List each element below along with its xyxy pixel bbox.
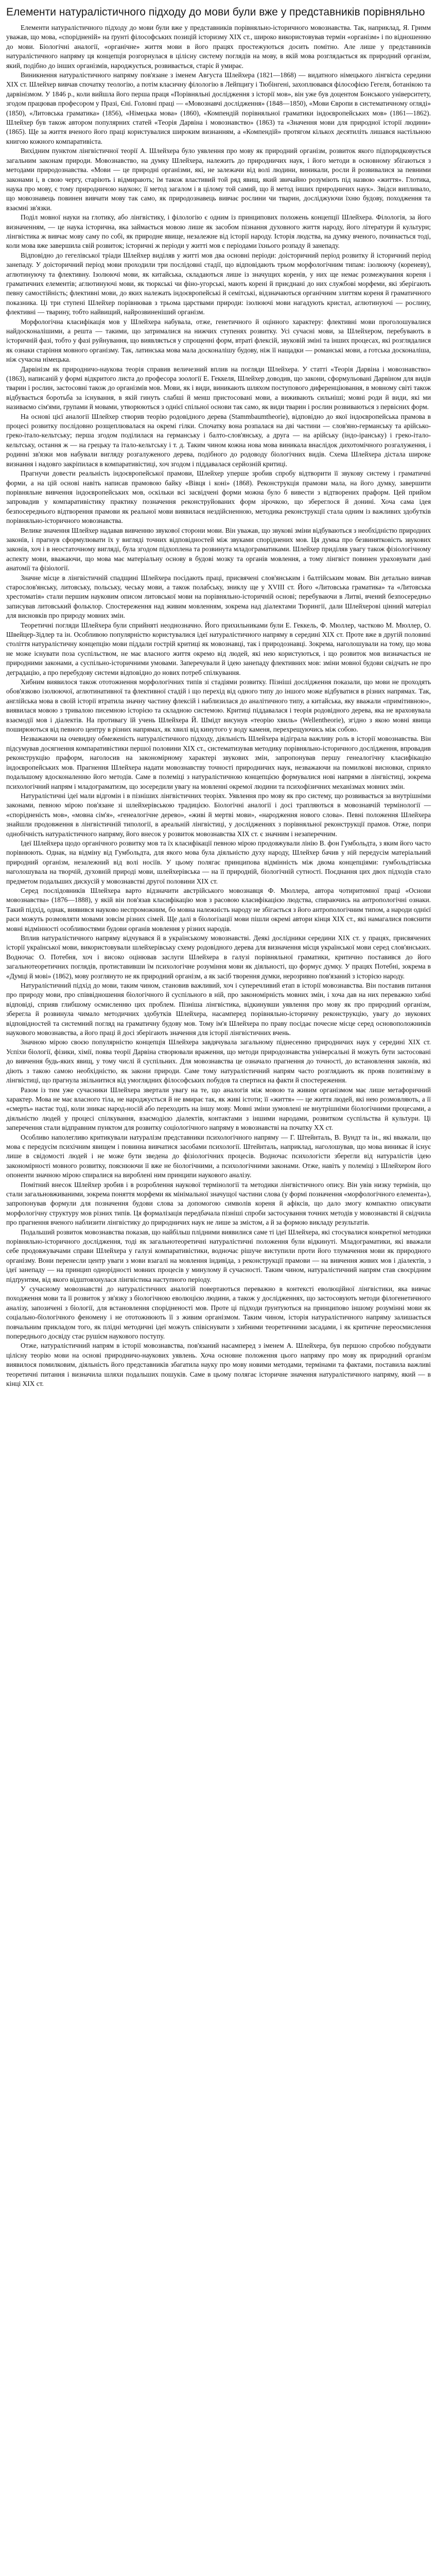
paragraph: Значне місце в лінгвістичній спадщині Шлейхера посідають праці, присвячені слов'янським і балтійським мовам. Він детально вивчав старослов'янську, литовську, польську, чеську мови, а також полабську, зниклу ще у XVIII ст. Його «Литовська граматика» та «Литовська хрестоматія» стали першим науковим описом литовської мови на порівняльно-історичній основі; перебуваючи в Литві, вчений безпосередньо записував литовський фольклор. Спостереження над живим мовленням, зокрема над діалектами Тюрингії, дали Шлейхерові цінний матеріал для висновків про природу мовних змін.: [6, 573, 431, 620]
paragraph: Виникнення натуралістичного напряму пов'язане з іменем Августа Шлейхера (1821—1868) — видатного німецького лінгвіста середини XIX ст. Шлейхер вивчав спочатку теологію, а потім класичну філологію в Лейпцигу і Тюбінгені, захоплювався філософією Гегеля, ботанікою та дарвінізмом. У 1846 р., коли вийшла його перша праця «Порівняльні дослідження з історії мов», він уже був доцентом Бонського університету, згодом працював професором у Празі, Єні. Головні праці — «Мовознавчі дослідження» (1848—1850), «Мови Європи в систематичному огляді» (1850), «Литовська граматика» (1856), «Німецька мова» (1860), «Компендій порівняльної граматики індоєвропейських мов» (1861—1862). Шлейхер був також автором популярних статей «Теорія Дарвіна і мовознавство» (1863) та «Значення мови для природної історії людини» (1865). Ще за життя вченого його праці користувалися широким визнанням, а «Компендій» протягом кількох десятиліть лишався настільною книгою кожного компаративіста.: [6, 71, 431, 145]
paragraph: На основі цієї аналогії Шлейхер створив теорію родовідного дерева (Stammbaumtheorie), відповідно до якої індоєвропейська прамова в процесі розвитку послідовно розщеплювалася на окремі гілки. Спочатку вона розпалася на дві частини — слов'яно-германську та арійсько-греко-італо-кельтську; перша згодом поділилася на германську і балто-слов'янську, а друга — на арійську (індо-іранську) і греко-італо-кельтську, остання ж — на грецьку та італо-кельтську і т. д. Таким чином кожна нова мова виникала внаслідок дихотомічного розгалуження, і родинні зв'язки мов набували вигляду розгалуженого дерева, подібного до родоводу біологічних видів. Схема Шлейхера дістала широке визнання і надовго закріпилася в компаративістиці, хоч згодом і піддавалася серйозній критиці.: [6, 412, 431, 468]
paragraph: Значною мірою своєю популярністю концепція Шлейхера завдячувала загальному піднесенню природничих наук у середині XIX ст. Успіхи біології, фізики, хімії, поява теорії Дарвіна створювали враження, що методи природознавства універсальні й можуть бути застосовані до вивчення будь-яких явищ, у тому числі й суспільних. Для мовознавства це означало прагнення до точності, до встановлення законів, які діють з такою самою необхідністю, як закони природи. Саме тому натуралістичний напрям часто розглядають як прояв позитивізму в лінгвістиці, що прагнула звільнитися від умоглядних філософських побудов та спертися на факти й спостереження.: [6, 1038, 431, 1084]
paragraph: Відповідно до гегелівської тріади Шлейхер виділяв у житті мов два основні періоди: доісторичний період розвитку й історичний період занепаду. У доісторичний період мови проходили три послідовні стадії, що відповідають трьом морфологічним типам: ізолюючу (кореневу), аглютинуючу та флективну. Ізолюючі мови, як китайська, складаються лише із значущих коренів, у них ще немає розмежування кореня і граматичних елементів; аглютинуючі мови, як тюркські чи фіно-угорські, мають корені й приєднані до них службові морфеми, які зберігають певну самостійність; флективні мови, до яких належать індоєвропейські й семітські, відзначаються органічним злиттям кореня й граматичного показника. Ці три ступені Шлейхер порівнював з трьома царствами природи: ізолюючі мови нагадують кристал, аглютинуючі — рослину, флективні — тварину, тобто найвищий, найрозвиненіший організм.: [6, 251, 431, 316]
paragraph: Морфологічна класифікація мов у Шлейхера набувала, отже, генетичного й оцінного характеру: флективні мови проголошувалися найдосконалішими, а решта — такими, що затрималися на нижчих ступенях розвитку. Усі сучасні мови, за Шлейхером, перебувають в історичній фазі, тобто у фазі руйнування, що виявляється у спрощенні форм, втраті флексій, звуковій зміні та інших процесах, які розглядалися як ознаки старіння мовного організму. Так, латинська мова мала досконалішу будову, ніж її нащадки — романські мови, а готська досконаліша, ніж сучасна німецька.: [6, 317, 431, 364]
paragraph: Елементи натуралістичного підходу до мови були вже у представників порівняльно-історичного мовознавства. Так, наприклад, Я. Гримм уважав, що мова, «спорідненій» на ґрунті філософських позицій історизму XIX ст., широко використовував термін «організм» і по відношенню до мови. Біологічні аналогії, «органічне» життя мови в його працях простежуються досить помітно. Але лише у представників натуралістичного напряму ця концепція розгорнулася в цілісну систему поглядів на мову, в якій мова розглядається як природний організм, який, подібно до інших організмів, народжується, розвивається, старіє й умирає.: [6, 24, 431, 70]
paragraph: Вихідним пунктом лінгвістичної теорії А. Шлейхера було уявлення про мову як природний організм, розвиток якого підпорядковується загальним законам природи. Мовознавство, на думку Шлейхера, належить до природничих наук, і його методи в основному збігаються з методами природознавства. «Мови — це природні організми, які, не залежачи від волі людини, виникали, росли й розвивалися за певними законами і, в свою чергу, старіють і відмирають; їм також властивий той ряд явищ, який звичайно розуміють під назвою «життя». Глотика, наука про мову, є тому природничою наукою; її метод загалом і в цілому той самий, що й метод інших природничих наук». Звідси випливало, що мовознавець повинен вивчати мову так само, як природознавець вивчає рослини чи тварин, досліджуючи їхню будову, походження та взаємні зв'язки.: [6, 147, 431, 212]
paragraph: Помітний внесок Шлейхер зробив і в розроблення наукової термінології та методики лінгвістичного опису. Він увів низку термінів, що стали загальновживаними, зокрема поняття морфеми як мінімальної значущої частини слова (у формі позначення «морфологічного елемента»), запропонував формули для позначення будови слова за допомогою символів кореня й афіксів, що дало змогу компактно описувати морфологічну структуру мов різних типів. Ця формалізація передбачала пізніші спроби застосування точних методів у мовознавстві й свідчила про прагнення вченого наблизити лінгвістику до природничих наук не лише за змістом, а й за формою викладу результатів.: [6, 1180, 431, 1227]
article-title: Елементи натуралістичного підходу до мови були вже у представників порівняльно: [6, 6, 425, 18]
paragraph: Незважаючи на очевидну обмеженість натуралістичного підходу, діяльність Шлейхера відіграла важливу роль в історії мовознавства. Він підсумував досягнення компаративістики першої половини XIX ст., систематизував методику порівняльно-історичного дослідження, впровадив реконструкцію праформ, наголосив на закономірному характері звукових змін, запропонував першу генеалогічну класифікацію індоєвропейських мов. Прагнення Шлейхера надати мовознавству точності природничих наук, незважаючи на помилкові висновки, сприяло подальшому вдосконаленню його методів. Саме в полеміці з натуралістичною концепцією формувалися нові напрями в лінгвістиці, зокрема психологічний напрям і младограматизм, що зосередили увагу на мовленні окремої людини та психофізичних механізмах мовних змін.: [6, 735, 431, 790]
paragraph: Отже, натуралістичний напрям в історії мовознавства, пов'язаний насамперед з іменем А. Шлейхера, був першою спробою побудувати цілісну теорію мови на основі природничо-наукових уявлень. Хоча основне положення цього напряму про мову як природний організм виявилося помилковим, діяльність його представників збагатила науку про мову новими методами, термінами та фактами, поставила важливі теоретичні питання і визначила шляхи подальших пошуків. Саме в цьому полягає історичне значення натуралістичного напряму, який — в кінці ХІХ ст.: [6, 1342, 431, 1388]
paragraph: Натуралістичний підхід до мови, таким чином, становив важливий, хоч і суперечливий етап в історії мовознавства. Він поставив питання про природу мови, про співвідношення біологічного й суспільного в ній, про закономірність мовних змін, і хоча дав на них переважно хибні відповіді, сприяв глибшому осмисленню цих проблем. Пізніша лінгвістика, відкинувши уявлення про мову як про природний організм, зберегла й розвинула чимало методичних здобутків Шлейхера, насамперед порівняльно-історичну реконструкцію, увагу до звукових відповідностей та системний погляд на граматичну будову мов. Тому ім'я Шлейхера по праву посідає почесне місце серед основоположників наукового мовознавства, а його праці й досі зберігають значення для історії лінгвістичних вчень.: [6, 981, 431, 1037]
paragraph: Хибним виявилося також ототожнення морфологічних типів зі стадіями розвитку. Пізніші дослідження показали, що мови не проходять обов'язково ізолюючої, аглютинативної та флективної стадій і що перехід від одного типу до іншого може відбуватися в різних напрямах. Так, англійська мова в своїй історії втратила значну частину флексій і наблизилася до аналітичного типу, а китайська, яку вважали «примітивною», виявилася мовою з тривалою писемною історією та складною системою. Критиці піддавалася і теорія родовідного дерева, яка не враховувала взаємодії мов і діалектів. На противагу їй учень Шлейхера Й. Шмідт висунув «теорію хвиль» (Wellentheorie), згідно з якою мовні явища поширюються від певного центру в різних напрямах, як хвилі від кинутого у воду каменя, перехрещуючись між собою.: [6, 678, 431, 734]
paragraph: Серед послідовників Шлейхера варто відзначити австрійського мовознавця Ф. Мюллера, автора чотиритомної праці «Основи мовознавства» (1876—1888), у якій він пов'язав класифікацію мов з расовою класифікацією людства, спираючись на антропологічні ознаки. Такий підхід, однак, виявився науково неспроможним, бо мовна належність народу не збігається з його антропологічним типом, а народи однієї раси можуть розмовляти мовами зовсім різних сімей. Ще далі в біологізації мови пішли окремі автори кінця XIX ст., які намагалися пояснити мовні відмінності особливостями будови органів мовлення у різних народів.: [6, 886, 431, 933]
article-body: [6, 23, 431, 1389]
paragraph: Подальший розвиток мовознавства показав, що найбільш плідними виявилися саме ті ідеї Шлейхера, які стосувалися конкретної методики порівняльно-історичного дослідження, тоді як загальнотеоретичні натуралістичні положення були відкинуті. Младограматики, які вважали себе продовжувачами справи Шлейхера у галузі компаративістики, водночас рішуче виступили проти його тлумачення мови як природного організму. Вони перенесли центр уваги з мови взагалі на мовлення індивіда, з реконструкції прамови — на вивчення живих мов і діалектів, з ідеї занепаду — на принцип однорідності мовних процесів у минулому й сучасності. Таким чином, натуралістичний напрям став своєрідним підґрунтям, від якого відштовхнулася лінгвістика наступного періоду.: [6, 1228, 431, 1283]
paragraph: Ідеї Шлейхера щодо органічного розвитку мов та їх класифікації певною мірою продовжували лінію В. фон Гумбольдта, з яким його часто порівнюють. Однак, на відміну від Гумбольдта, для якого мова була діяльністю духу народу, Шлейхер бачив у ній передусім матеріальний природний організм, незалежний від волі носіїв. У цьому полягає принципова відмінність між двома концепціями: гумбольдтівська наголошувала на творчій, духовній природі мови, шлейхерівська — на її природній, біологічній сутності. Поєднання цих двох підходів стало предметом подальших дискусій у мовознавстві другої половини XIX ст.: [6, 839, 431, 885]
paragraph: Поділ мовної науки на глотику, або лінгвістику, і філологію є одним із принципових положень концепції Шлейхера. Філологія, за його визначенням, — це наука історична, яка займається мовою лише як засобом пізнання духовного життя народу, його літератури й культури; лінгвістика ж вивчає мову саму по собі, як природне явище, незалежне від історії народу. Історія людства, на думку вченого, починається тоді, коли мова вже завершила свій розвиток; історичні ж періоди у житті мов є періодами їхнього розпаду й занепаду.: [6, 213, 431, 250]
paragraph: Теоретичні погляди Шлейхера були сприйняті неоднозначно. Його прихильниками були Е. Геккель, Ф. Мюллер, частково М. Мюллер, О. Швейцер-Зідлер та ін. Особливою популярністю користувалися ідеї натуралістичного напряму в середині XIX ст. Проте вже в другій половині століття натуралістичну концепцію мови піддали гострій критиці як мовознавці, так і природознавці. Зокрема, наголошували на тому, що мова не може існувати поза суспільством, не має власного життя окремо від людей, які нею користуються, і що розвиток мов визначається не природними законами, а суспільно-історичними умовами. Заперечували й ідею занепаду флективних мов: зміни мовної будови свідчать не про деградацію, а про перебудову системи відповідно до нових потреб спілкування.: [6, 621, 431, 676]
paragraph: Прагнучи довести реальність індоєвропейської прамови, Шлейхер уперше зробив спробу відтворити її звукову систему і граматичні форми, а на цій основі навіть написав прамовою байку «Вівця і коні» (1868). Реконструкція прамови мала, на його думку, завершити порівняльне вивчення індоєвропейських мов, оскільки всі засвідчені форми можна було б вивести з відтворених праформ. Цей прийом запровадив у компаративістику практику позначення реконструйованих форм зірочкою, що збереглося й донині. Хоча сама ідея безпосереднього відтворення прамови як реальної мови виявилася нездійсненною, методика реконструкції стала одним із важливих здобутків порівняльно-історичного мовознавства.: [6, 469, 431, 525]
paragraph: У сучасному мовознавстві до натуралістичних аналогій повертаються переважно в контексті еволюційної лінгвістики, яка вивчає походження мови та її розвиток у зв'язку з біологічною еволюцією людини, а також у дослідженнях, що застосовують методи філогенетичного аналізу, запозичені з біології, для встановлення спорідненості мов. Проте ці підходи ґрунтуються на принципово іншому розумінні мови як соціально-біологічного феномену і не ототожнюють її з живим організмом. Таким чином, історія натуралістичного напряму залишається повчальним прикладом того, як плідні методичні ідеї можуть співіснувати з хибними теоретичними засадами, і як критичне переосмислення попереднього досвіду стає рушієм наукового поступу.: [6, 1285, 431, 1341]
paragraph: Натуралістичні ідеї мали відгомін і в пізніших лінгвістичних теоріях. Уявлення про мову як про систему, що розвивається за внутрішніми законами, певною мірою пов'язане зі шлейхерівською традицією. Біологічні аналогії і досі трапляються в мовознавчій термінології — «спорідненість мов», «мовна сім'я», «генеалогічне дерево», «живі й мертві мови», «народження нового слова». Певні положення Шлейхера знайшли продовження в лінгвістичній типології, в ареальній лінгвістиці, у дослідженнях з порівняльної реконструкції прамов. Отже, попри однобічність натуралістичного напряму, його внесок у розвиток мовознавства XIX ст. є значним і незаперечним.: [6, 791, 431, 838]
paragraph: Вплив натуралістичного напряму відчувався й в українському мовознавстві. Деякі дослідники середини XIX ст. у працях, присвячених історії української мови, використовували шлейхерівську схему родовідного дерева для визначення місця української мови серед слов'янських. Водночас О. Потебня, хоч і високо оцінював заслуги Шлейхера в галузі порівняльної граматики, критично поставився до його загальнотеоретичних поглядів, протиставивши їм психологічне розуміння мови як діяльності, що формує думку. У працях Потебні, зокрема в «Думці й мові» (1862), мову розглянуто не як природний організм, а як засіб творення думки, нерозривно пов'язаний з історією народу.: [6, 934, 431, 980]
paragraph: Особливо наполегливо критикували натуралізм представники психологічного напряму — Г. Штейнталь, В. Вундт та ін., які вважали, що мова є передусім психічним явищем і повинна вивчатися засобами психології. Штейнталь, наприклад, наголошував, що мова виникає й існує лише в свідомості людей і не може бути зведена до фізіологічних процесів. Водночас психологісти зберегли від натуралістів ідею закономірності мовного розвитку, пояснюючи її вже не біологічними, а психологічними законами. Отже, навіть у полеміці з Шлейхером його опоненти значною мірою спиралися на вироблені ним принципи наукового аналізу.: [6, 1133, 431, 1179]
paragraph: Велике значення Шлейхер надавав вивченню звукової сторони мови. Він уважав, що звукові зміни відбуваються з необхідністю природних законів, і прагнув сформулювати їх у вигляді точних відповідностей між звуками споріднених мов. Ця думка про безвинятковість звукових законів, хоч і в неостаточному вигляді, була згодом підхоплена та розвинута младограматиками. Шлейхер приділяв увагу також фізіологічному аспекту мови, вважаючи, що мова має матеріальну основу в будові мозку та органів мовлення, а тому лінгвіст повинен ураховувати дані анатомії та фізіології.: [6, 526, 431, 572]
paragraph: Дарвінізм як природничо-наукова теорія справив величезний вплив на погляди Шлейхера. У статті «Теорія Дарвіна і мовознавство» (1863), написаній у формі відкритого листа до професора зоології Е. Геккеля, Шлейхер доводив, що закони, сформульовані Дарвіном для видів тварин і рослин, застосовні також до організмів мов. Мови, як і види, виникають шляхом поступового диференціювання, в мовному світі також відбувається боротьба за існування, в якій гинуть слабші й менш пристосовані мови, а виживають сильніші; мовні роди й види, які ми називаємо сім'ями, групами й мовами, утворюються з однієї спільної основи так само, як види тварин і рослин розвиваються з первісних форм.: [6, 365, 431, 411]
paragraph: Разом із тим уже сучасники Шлейхера звертали увагу на те, що аналогія між мовою та живим організмом має лише метафоричний характер. Мова не має власного тіла, не народжується й не вмирає так, як живі істоти; її «життя» — це життя людей, які нею розмовляють, а її «смерть» настає тоді, коли зникає народ-носій або переходить на іншу мову. Мовні зміни зумовлені не внутрішніми біологічними процесами, а діяльністю людей у процесі спілкування, взаємодією діалектів, контактами з іншими народами, розвитком суспільства й культури. Ці заперечення стали відправним пунктом для розвитку соціологічного напряму в мовознавстві на початку XX ст.: [6, 1086, 431, 1132]
